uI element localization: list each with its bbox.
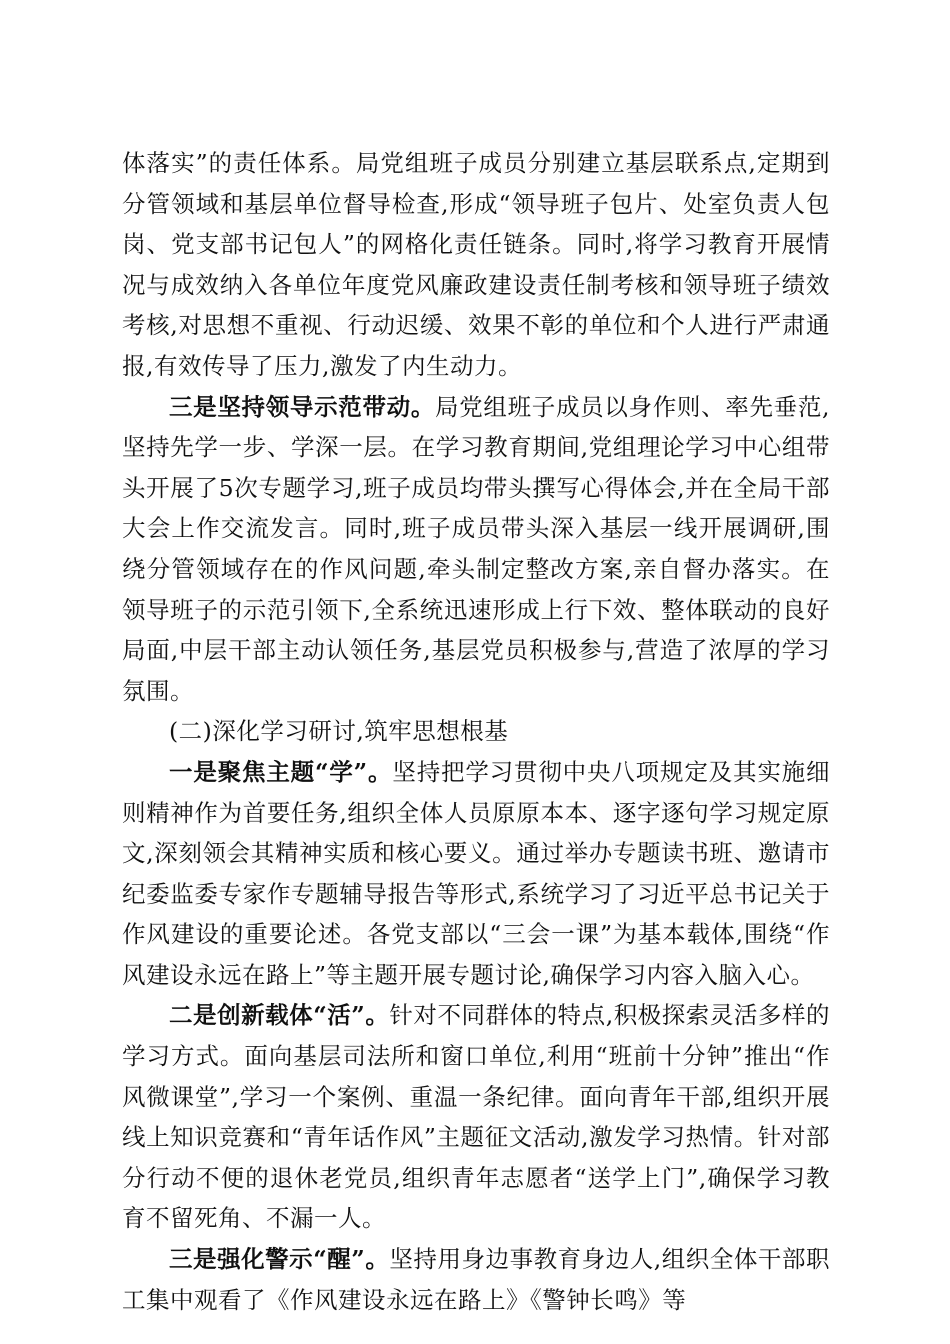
paragraph-lead-heading: 三是坚持领导示范带动。 bbox=[169, 392, 436, 421]
paragraph-lead-heading: 一是聚焦主题“学”。 bbox=[169, 757, 393, 786]
paragraph-innovative-carrier bbox=[122, 995, 830, 1239]
paragraph-text: 体落实”的责任体系。局党组班子成员分别建立基层联系点,定期到分管领域和基层单位督导检查,形成“领导班子包片、处室负责人包岗、党支部书记包人”的网格化责任链条。同时,将学习教育开展情况与成效纳入各单位年度党风廉政建设责任制考核和领导班子绩效考核,对思想不重视、行动迟缓、效果不彰的单位和个人进行严肃通报,有效传导了压力,激发了内生动力。 bbox=[122, 149, 830, 380]
paragraph-responsibility-system bbox=[122, 143, 830, 387]
document-body bbox=[122, 143, 830, 1320]
paragraph-text: 局党组班子成员以身作则、率先垂范,坚持先学一步、学深一层。在学习教育期间,党组理论学习中心组带头开展了5次专题学习,班子成员均带头撰写心得体会,并在全局干部大会上作交流发言。同时,班子成员带头深入基层一线开展调研,围绕分管领域存在的作风问题,牵头制定整改方案,亲自督办落实。在领导班子的示范引领下,全系统迅速形成上行下效、整体联动的良好局面,中层干部主动认领任务,基层党员积极参与,营造了浓厚的学习氛围。 bbox=[122, 392, 830, 705]
section-heading: (二)深化学习研讨,筑牢思想根基 bbox=[169, 717, 509, 746]
paragraph-text: 坚持用身边事教育身边人,组织全体干部职工集中观看了《作风建设永远在路上》《警钟长鸣》等 bbox=[122, 1245, 830, 1314]
paragraph-text: 针对不同群体的特点,积极探索灵活多样的学习方式。面向基层司法所和窗口单位,利用“班前十分钟”推出“作风微课堂”,学习一个案例、重温一条纪律。面向青年干部,组织开展线上知识竞赛和“青年话作风”主题征文活动,激发学习热情。针对部分行动不便的退休老党员,组织青年志愿者“送学上门”,确保学习教育不留死角、不漏一人。 bbox=[122, 1001, 830, 1233]
paragraph-leadership-example bbox=[122, 387, 830, 712]
paragraph-lead-heading: 三是强化警示“醒”。 bbox=[169, 1245, 390, 1274]
paragraph-focus-study bbox=[122, 752, 830, 996]
paragraph-lead-heading: 二是创新载体“活”。 bbox=[169, 1001, 390, 1030]
paragraph-text: 坚持把学习贯彻中央八项规定及其实施细则精神作为首要任务,组织全体人员原原本本、逐字逐句学习规定原文,深刻领会其精神实质和核心要义。通过举办专题读书班、邀请市纪委监委专家作专题辅导报告等形式,系统学习了习近平总书记关于作风建设的重要论述。各党支部以“三会一课”为基本载体,围绕“作风建设永远在路上”等主题开展专题讨论,确保学习内容入脑入心。 bbox=[122, 757, 830, 989]
paragraph-warning-education bbox=[122, 1239, 830, 1320]
